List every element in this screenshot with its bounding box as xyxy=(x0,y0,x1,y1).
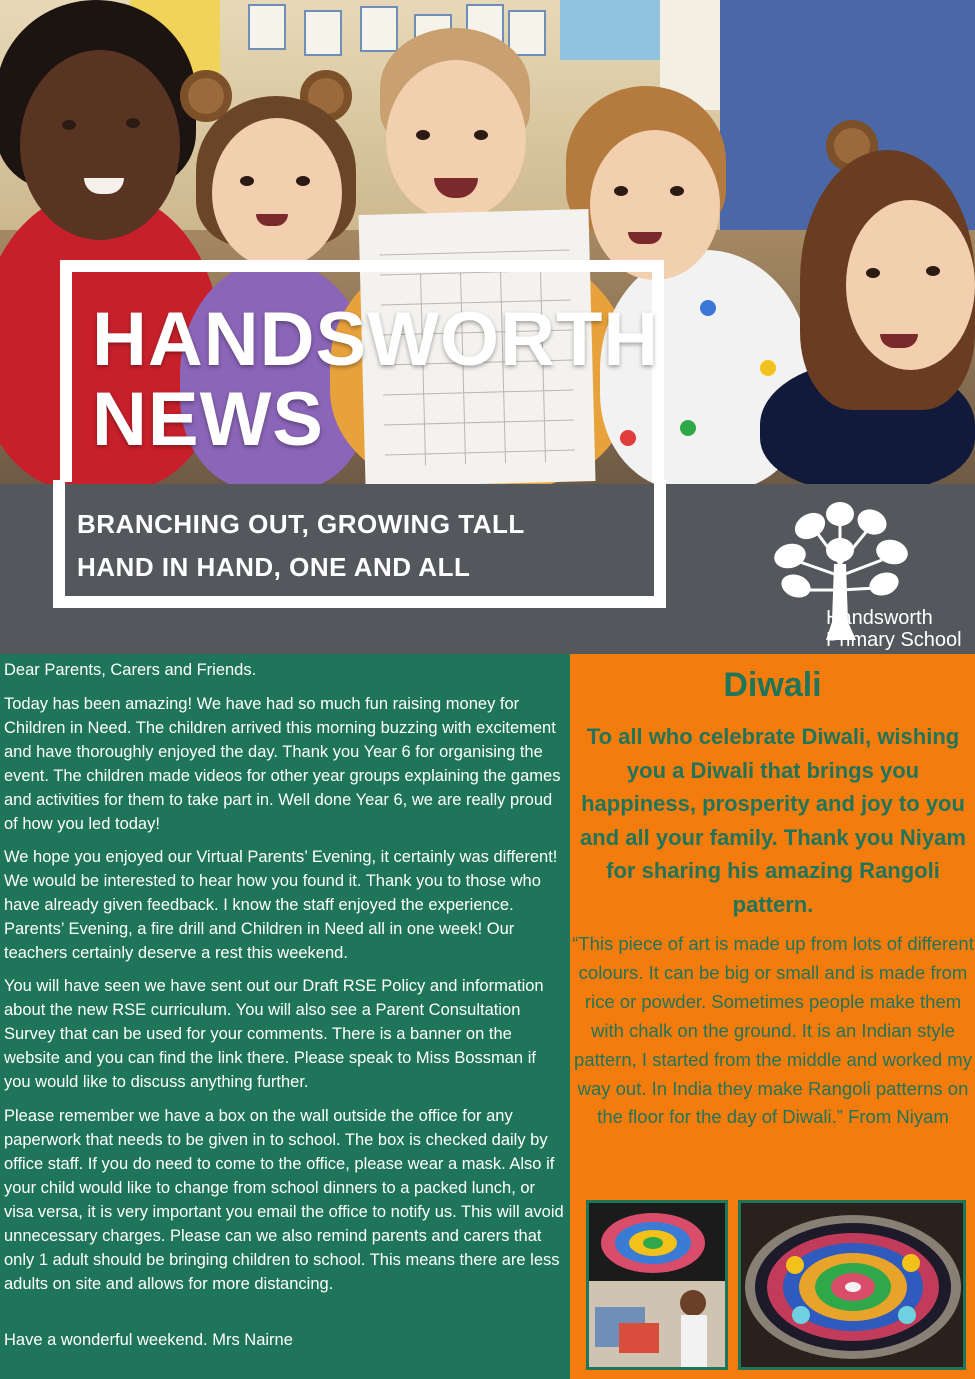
wall-photo xyxy=(304,10,342,56)
newsletter-title xyxy=(92,297,660,462)
wall-photo xyxy=(508,10,546,56)
child-face xyxy=(212,118,342,268)
rangoli-photo-tray xyxy=(738,1200,966,1370)
child-eye xyxy=(62,120,76,130)
child-face xyxy=(590,130,720,280)
child-eye xyxy=(126,118,140,128)
rangoli-quote: “This piece of art is made up from lots of different colours. It can be big or small and is made from rice or powder. Sometimes people make them with chalk on the ground. It is an Indian style pattern, I started from the middle and worked my way out. In India they make Rangoli patterns on the floor for the day of Diwali.” From Niyam xyxy=(572,933,974,1128)
diwali-heading: Diwali xyxy=(723,666,822,704)
motto-line-1: BRANCHING OUT, GROWING TALL xyxy=(77,509,525,539)
child-eye xyxy=(926,266,940,276)
logo-line-2: Primary School xyxy=(826,629,962,651)
letter-greeting: Dear Parents, Carers and Friends. xyxy=(4,661,257,679)
letter-paragraph: Please remember we have a box on the wall outside the office for any paperwork that needs to be given in to school. The box is checked daily by office staff. If you do need to come to the office, please wear a mask. Also if your child would like to change from school dinners to a packed lunch, or visa versa, it is very important you email the office to notify us. This will avoid unnecessary charges. Please can we also remind parents and carers that only 1 adult should be bringing children to school. This means there are less adults on site and allows for more distancing. xyxy=(4,1107,564,1293)
child-eye xyxy=(614,186,628,196)
motto-line-2: HAND IN HAND, ONE AND ALL xyxy=(77,552,471,582)
child-eye xyxy=(240,176,254,186)
child-eye xyxy=(670,186,684,196)
shirt-spot xyxy=(680,420,696,436)
wall-photo xyxy=(360,6,398,52)
logo-line-1: Handsworth xyxy=(826,607,933,629)
motto-frame xyxy=(53,480,666,608)
diwali-greeting: To all who celebrate Diwali, wishing you a Diwali that brings you happiness, prosperity and joy to you and all your family. Thank you Niyam for sharing his amazing Rangoli pattern. xyxy=(580,724,966,917)
shirt-spot xyxy=(760,360,776,376)
letter-signoff: Have a wonderful weekend. Mrs Nairne xyxy=(4,1331,293,1349)
child-eye xyxy=(296,176,310,186)
rangoli-screen-image xyxy=(589,1203,725,1367)
child-face xyxy=(20,50,180,240)
child-eye xyxy=(474,130,488,140)
title-line-2: NEWS xyxy=(92,377,324,462)
rangoli-pattern-image xyxy=(741,1203,963,1367)
letter-paragraph: Today has been amazing! We have had so much fun raising money for Children in Need. The children arrived this morning buzzing with excitement and have thoroughly enjoyed the day. Thank you Year 6 for organising the event. The children made videos for other year groups explaining the games and activities for them to take part in. Well done Year 6, we are really proud of how you led today! xyxy=(4,695,561,833)
wall-notice xyxy=(560,0,660,60)
school-logo-text xyxy=(826,607,962,651)
rangoli-photo-classroom xyxy=(586,1200,728,1370)
title-line-1: HANDSWORTH xyxy=(92,297,660,382)
diwali-panel xyxy=(570,654,975,1379)
headteacher-letter xyxy=(0,654,570,1379)
letter-paragraph: You will have seen we have sent out our Draft RSE Policy and information about the new RSE curriculum. You will also see a Parent Consultation Survey that can be used for your comments. There is a banner on the website and you can find the link there. Please speak to Miss Bossman if you would like to discuss anything further. xyxy=(4,977,544,1091)
wall-photo xyxy=(248,4,286,50)
child-eye xyxy=(866,268,880,278)
child-eye xyxy=(416,130,430,140)
letter-paragraph: We hope you enjoyed our Virtual Parents’ Evening, it certainly was different! We would be interested to hear how you found it. Thank you to those who have already given feedback. I know the staff enjoyed the experience. Parents’ Evening, a fire drill and Children in Need all in one week! Our teachers certainly deserve a rest this weekend. xyxy=(4,848,558,962)
shirt-spot xyxy=(700,300,716,316)
